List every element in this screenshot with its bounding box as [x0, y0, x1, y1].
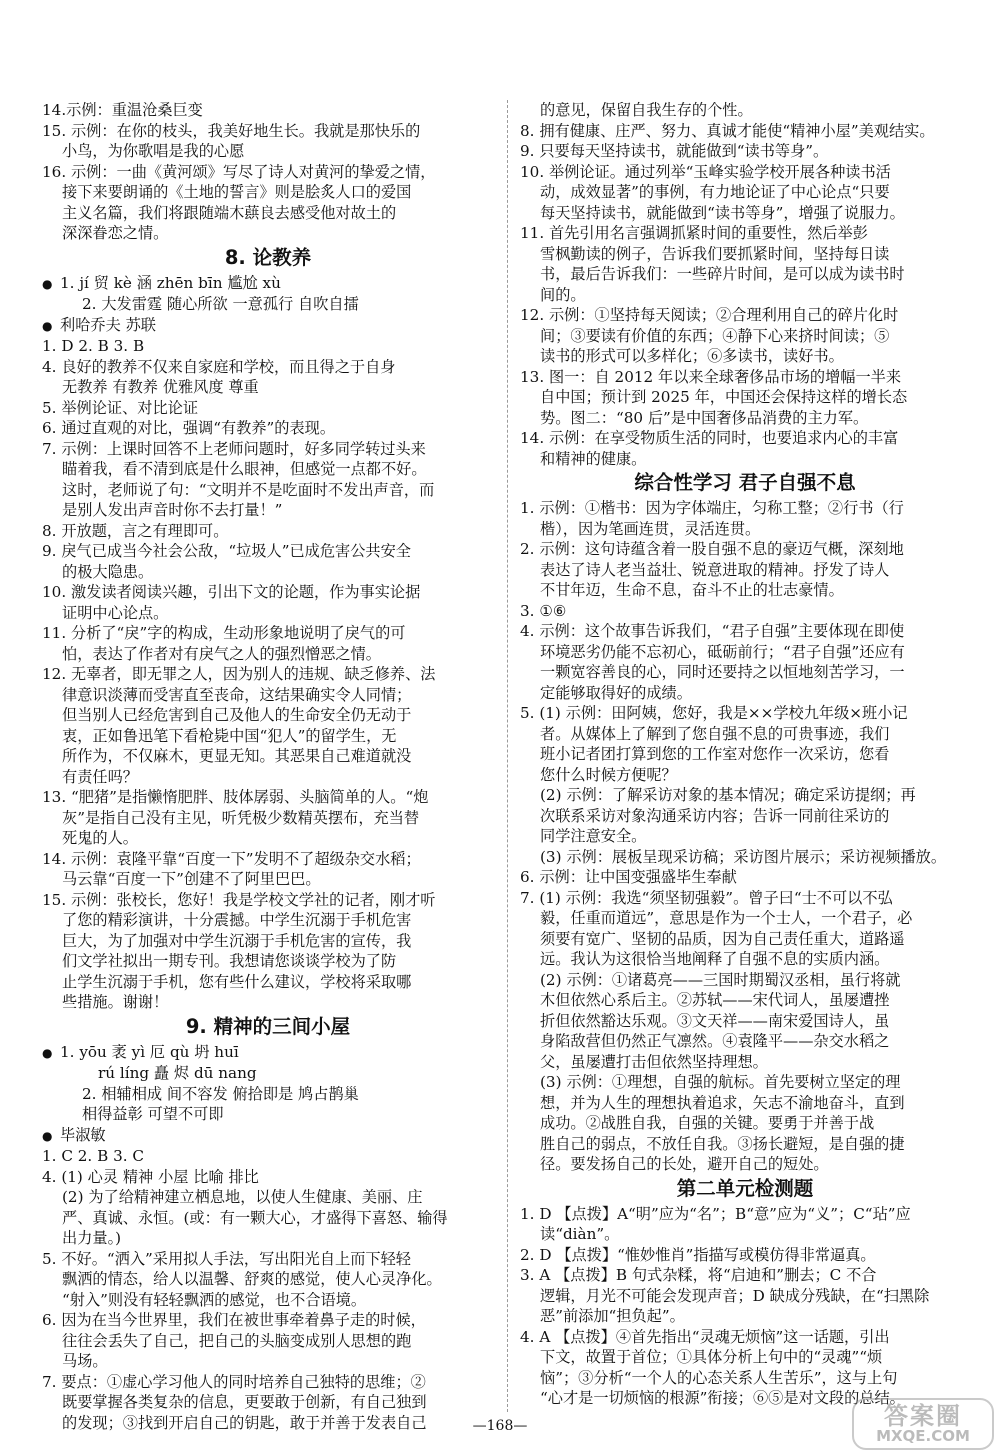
- answer-line: 4. A 【点拨】④首先指出“灵魂无烦恼”这一话题，引出: [520, 1327, 890, 1346]
- answer-line: 的发现；③找到开启自己的钥匙，敢于并善于发表自己: [62, 1413, 427, 1432]
- answer-line: 9. 只要每天坚持读书，就能做到“读书等身”。: [520, 142, 829, 160]
- answer-line: 木但依然心系后主。②苏轼——宋代词人，虽屡遭挫: [540, 991, 890, 1009]
- answer-line: rú líng 矗 烬 dū nang: [98, 1064, 257, 1082]
- bullet-line: [42, 315, 494, 337]
- answer-line: 自中国；预计到 2025 年，中国还会保持这样的增长态: [540, 388, 908, 406]
- watermark-url: MXQE.COM: [876, 1427, 970, 1445]
- answer-line: 您什么时候方便呢？: [540, 765, 677, 784]
- answer-line: (2) 示例：了解采访对象的基本情况；确定采访提纲；再: [540, 786, 916, 804]
- answer-line: 所作为，不仅麻木，更显无知。其恶果自己难道就没: [62, 747, 412, 765]
- answer-line: 律意识淡薄而受害直至丧命，这结果确实令人同情；: [62, 685, 412, 704]
- bullet-line: [42, 273, 494, 295]
- answer-line: 小鸟，为你歌唱是我的心愿: [62, 142, 245, 160]
- answer-line: 瞄着我，看不清到底是什么眼神，但感觉一点都不好。: [62, 460, 427, 478]
- answer-line: (2) 为了给精神建立栖息地，以使人生健康、美丽、庄: [62, 1188, 423, 1206]
- answer-line: 8. 开放题，言之有理即可。: [42, 521, 229, 540]
- answer-line: 15. 示例：张校长，您好！我是学校文学社的记者，刚才听: [42, 890, 436, 909]
- watermark-logo-text: 答案圈: [884, 1402, 962, 1430]
- answer-line: 2. D 【点拨】“惟妙惟肖”指描写或模仿得非常逼真。: [520, 1245, 876, 1264]
- answer-line: 马场。: [62, 1352, 108, 1370]
- section-heading: 综合性学习 君子自强不息: [634, 471, 856, 494]
- right-column: [520, 100, 970, 1409]
- answer-line: 飘洒的情态，给人以温馨、舒爽的感觉，使人心灵净化。: [62, 1270, 442, 1288]
- answer-line: 须要有宽广、坚韧的品质，因为自己责任重大，道路遥: [540, 929, 905, 948]
- answer-line: 15. 示例：在你的枝头，我美好地生长。我就是那快乐的: [42, 121, 421, 140]
- answer-line: 了您的精彩演讲，十分震撼。中学生沉溺于手机危害: [62, 911, 412, 929]
- bullet-icon: ●: [42, 318, 53, 333]
- answer-line: 1. 示例：①楷书：因为字体端庄，匀称工整；②行书（行: [520, 499, 904, 517]
- answer-line: 的极大隐患。: [62, 562, 154, 581]
- answer-line: 但当别人已经危害到自己及他人的生命安全仍无动于: [62, 706, 412, 724]
- answer-line: 4. (1) 心灵 精神 小屋 比喻 排比: [42, 1167, 259, 1186]
- answer-line: 5. 不好。“洒入”采用拟人手法，写出阳光自上而下轻轻: [42, 1249, 411, 1268]
- answer-line: 折但依然豁达乐观。③文天祥——南宋爱国诗人，虽: [540, 1011, 890, 1030]
- answer-line: 有责任吗？: [62, 767, 138, 786]
- answer-line: “射入”则没有轻轻飘洒的感觉，也不合语境。: [62, 1290, 367, 1309]
- answer-line: “心才是一切烦恼的根源”衔接；⑥⑤是对文段的总结。: [540, 1389, 905, 1407]
- section-heading: 9. 精神的三间小屋: [185, 1014, 351, 1038]
- answer-line: 12. 示例：①坚持每天阅读；②合理利用自己的碎片化时: [520, 306, 899, 324]
- answer-line: 想，并为人生的理想执着追求，矢志不渝地奋斗，直到: [540, 1093, 905, 1112]
- answer-line: 13. “肥猪”是指懒惰肥胖、肢体孱弱、头脑简单的人。“炮: [42, 788, 429, 806]
- answer-line: 一颗宽容善良的心，同时还要持之以恒地刻苦学习，一: [540, 663, 905, 681]
- bullet-line: [42, 1125, 494, 1147]
- answer-line: 恼”；③分析“一个人的心态关系人生苦乐”，这与上句: [540, 1368, 898, 1387]
- answer-line: 6. 通过直观的对比，强调“有教养”的表现。: [42, 419, 336, 437]
- answer-line: 势。图二：“80 后”是中国奢侈品消费的主力军。: [540, 408, 869, 427]
- answer-line: 楷），因为笔画连贯，灵活连贯。: [540, 519, 761, 538]
- answer-line: 间；③要读有价值的东西；④静下心来挤时间读；⑤: [540, 326, 890, 345]
- answer-line: 死鬼的人。: [62, 829, 138, 847]
- answer-line: 证明中心论点。: [62, 603, 169, 622]
- answer-line: 表达了诗人老当益壮、锐意进取的精神。抒发了诗人: [540, 560, 890, 579]
- answer-line: 深深眷恋之情。: [62, 224, 169, 242]
- section-heading: 第二单元检测题: [676, 1176, 814, 1200]
- answer-line: 书，最后告诉我们：一些碎片时间，是可以成为读书时: [540, 265, 905, 283]
- answer-line: 些措施。谢谢！: [62, 993, 169, 1011]
- bullet-text: 毕淑敏: [60, 1125, 106, 1144]
- answer-line: 环境恶劣仍能不忘初心，砥砺前行；“君子自强”还应有: [540, 642, 905, 661]
- answer-line: 2. 相辅相成 间不容发 俯拾即是 鸠占鹊巢: [82, 1084, 359, 1103]
- answer-line: 7. 要点：①虚心学习他人的同时培养自己独特的思维；②: [42, 1372, 426, 1391]
- answer-line: 读“diàn”。: [540, 1225, 620, 1243]
- answer-line: 父，虽屡遭打击但依然坚持理想。: [540, 1052, 768, 1071]
- answer-line: 者。从媒体上了解到了您自强不息的可贵事迹，我们: [540, 724, 890, 743]
- section-heading: 8. 论教养: [224, 245, 312, 269]
- left-column: [42, 100, 494, 1433]
- answer-line: 1. D 【点拨】A“明”应为“名”；B“意”应为“义”；C“玷”应: [520, 1204, 911, 1223]
- answer-line: 接下来要朗诵的《土地的誓言》则是脍炙人口的爱国: [62, 183, 412, 201]
- answer-line: 5. 举例论证、对比论证: [42, 398, 199, 417]
- answer-line: 下文，故置于首位；①具体分析上句中的“灵魂”“烦: [540, 1348, 883, 1366]
- answer-line: 的意见，保留自我生存的个性。: [540, 101, 753, 119]
- answer-line: 6. 因为在当今世界里，我们在被世事牵着鼻子走的时候，: [42, 1311, 426, 1329]
- page-number: —168—: [472, 1418, 528, 1434]
- answer-line: 8. 拥有健康、庄严、努力、真诚才能使“精神小屋”美观结实。: [520, 121, 935, 140]
- answer-line: 径。要发扬自己的长处，避开自己的短处。: [540, 1155, 829, 1173]
- answer-line: 次联系采访对象沟通采访内容；告诉一同前往采访的: [540, 806, 890, 825]
- answer-line: 每天坚持读书，就能做到“读书等身”，增强了说服力。: [540, 203, 905, 222]
- answer-line: 出力量。): [62, 1229, 122, 1247]
- answer-line: 怕，表达了作者对有戾气之人的强烈憎恶之情。: [62, 644, 381, 663]
- answer-line: 读书的形式可以多样化；⑥多读书，读好书。: [540, 347, 844, 365]
- bullet-text: 1. jí 贸 kè 涵 zhēn bīn 尴尬 xù: [60, 273, 281, 292]
- answer-line: 3. A 【点拨】B 句式杂糅，将“启迪和”删去；C 不合: [520, 1266, 877, 1284]
- answer-line: 14. 示例：袁隆平靠“百度一下”发明不了超级杂交水稻；: [42, 849, 421, 868]
- answer-line: 4. 良好的教养不仅来自家庭和学校，而且得之于自身: [42, 357, 396, 376]
- answer-line: 9. 戾气已成当今社会公敌，“垃圾人”已成危害公共安全: [42, 542, 411, 560]
- answer-line: 定能够取得好的成绩。: [540, 683, 692, 702]
- answer-line: 们文学社拟出一期专刊。我想请您谈谈学校为了防: [62, 952, 397, 970]
- answer-line: 相得益彰 可望不可即: [82, 1105, 224, 1123]
- answer-line: 是别人发出声音时你不去打量！”: [62, 501, 283, 519]
- column-divider: [507, 100, 508, 1412]
- answer-line: (2) 示例：①诸葛亮——三国时期蜀汉丞相，虽行将就: [540, 970, 901, 989]
- answer-line: 主义名篇，我们将跟随端木蕻良去感受他对故土的: [62, 203, 397, 222]
- bullet-line: [42, 1042, 494, 1064]
- answer-line: 止学生沉溺于手机，您有些什么建议，学校将采取哪: [62, 972, 412, 991]
- answer-line: 间的。: [540, 285, 586, 304]
- answer-line: (3) 示例：①理想，自强的航标。首先要树立坚定的理: [540, 1073, 901, 1091]
- answer-line: 14.示例：重温沧桑巨变: [42, 101, 203, 119]
- bullet-text: 1. yōu 袤 yì 厄 qù 坍 huī: [60, 1042, 239, 1061]
- answer-line: 10. 激发读者阅读兴趣，引出下文的论题，作为事实论据: [42, 583, 421, 601]
- answer-line: (3) 示例：展板呈现采访稿；采访图片展示；采访视频播放。: [540, 847, 947, 866]
- answer-line: 14. 示例：在享受物质生活的同时，也要追求内心的丰富: [520, 429, 899, 447]
- answer-line: 11. 分析了“戾”字的构成，生动形象地说明了戾气的可: [42, 624, 406, 642]
- answer-line: 远。我认为这很恰当地阐释了自强不息的实质内涵。: [540, 950, 890, 968]
- answer-line: 既要掌握各类复杂的信息，更要敢于创新，有自己独到: [62, 1393, 427, 1411]
- answer-line: 班小记者团打算到您的工作室对您作一次采访，您看: [540, 745, 890, 763]
- answer-line: 雪枫勤读的例子，告诉我们要抓紧时间，坚持每日读: [540, 244, 890, 263]
- answer-line: 3. ①⑥: [520, 601, 567, 620]
- answer-line: 逻辑，月光不可能会发现声音；D 缺成分残缺，在“扫黑除: [540, 1286, 930, 1305]
- answer-line: 10. 举例论证。通过列举“玉峰实验学校开展各种读书活: [520, 162, 891, 181]
- answer-line: 16. 示例：一曲《黄河颂》写尽了诗人对黄河的挚爱之情，: [42, 162, 436, 181]
- site-watermark: [852, 1398, 994, 1450]
- answer-line: 身陷敌营但仍然正气凛然。④袁隆平——杂交水稻之: [540, 1032, 890, 1050]
- answer-line: 恶”前添加“担负起”。: [540, 1307, 685, 1325]
- answer-line: 2. 大发雷霆 随心所欲 一意孤行 自吹自擂: [82, 295, 359, 313]
- answer-line: 胜自己的弱点，不放任自我。③扬长避短，是自强的捷: [540, 1134, 905, 1153]
- answer-line: 11. 首先引用名言强调抓紧时间的重要性，然后举彭: [520, 224, 868, 242]
- answer-line: 不甘年迈，生命不息，奋斗不止的壮志豪情。: [540, 581, 844, 599]
- answer-line: 马云靠“百度一下”创建不了阿里巴巴。: [62, 870, 321, 888]
- answer-line: 5. (1) 示例：田阿姨，您好，我是××学校九年级×班小记: [520, 704, 908, 722]
- answer-line: 严、真诚、永恒。(或：有一颗大心，才盛得下喜怒、输得: [62, 1208, 448, 1227]
- answer-line: 13. 图一：自 2012 年以来全球奢侈品市场的增幅一半来: [520, 367, 902, 386]
- bullet-text: 利哈乔夫 苏联: [60, 315, 156, 334]
- answer-line: 无教养 有教养 优雅风度 尊重: [62, 378, 259, 396]
- answer-line: 12. 无辜者，即无罪之人，因为别人的违规、缺乏修养、法: [42, 665, 436, 683]
- answer-line: 6. 示例：让中国变强盛毕生奉献: [520, 868, 737, 886]
- answer-line: 巨大，为了加强对中学生沉溺于手机危害的宣传，我: [62, 931, 412, 950]
- answer-line: 2. 示例：这句诗蕴含着一股自强不息的豪迈气概，深刻地: [520, 540, 904, 558]
- bullet-icon: ●: [42, 1128, 53, 1143]
- answer-line: 毅，任重而道远”，意思是作为一个士人，一个君子，必: [540, 909, 913, 927]
- answer-line: 7. (1) 示例：我选“须坚韧强毅”。曾子曰“士不可以不弘: [520, 888, 893, 907]
- answer-line: 往往会丢失了自己，把自己的头脑变成别人思想的跑: [62, 1331, 412, 1350]
- answer-line: 成功。②战胜自我，自强的关键。要勇于并善于战: [540, 1114, 875, 1132]
- answer-line: 同学注意安全。: [540, 827, 647, 845]
- answer-line: 7. 示例：上课时回答不上老师问题时，好多同学转过头来: [42, 439, 426, 458]
- answer-line: 动，成效显著”的事例，有力地论证了中心论点“只要: [540, 183, 890, 201]
- answer-line: 灰”是指自己没有主见，听凭极少数精英摆布，充当替: [62, 808, 420, 827]
- answer-line: 这时，老师说了句：“文明并不是吃面时不发出声音，而: [62, 480, 435, 499]
- answer-line: 1. D 2. B 3. B: [42, 337, 145, 355]
- answer-line: 和精神的健康。: [540, 449, 647, 468]
- answer-line: 4. 示例：这个故事告诉我们，“君子自强”主要体现在即使: [520, 622, 905, 640]
- bullet-icon: ●: [42, 276, 53, 291]
- bullet-icon: ●: [42, 1045, 53, 1060]
- answer-line: 衷，正如鲁迅笔下看枪毙中国“犯人”的留学生，无: [62, 726, 397, 745]
- answer-line: 1. C 2. B 3. C: [42, 1147, 145, 1165]
